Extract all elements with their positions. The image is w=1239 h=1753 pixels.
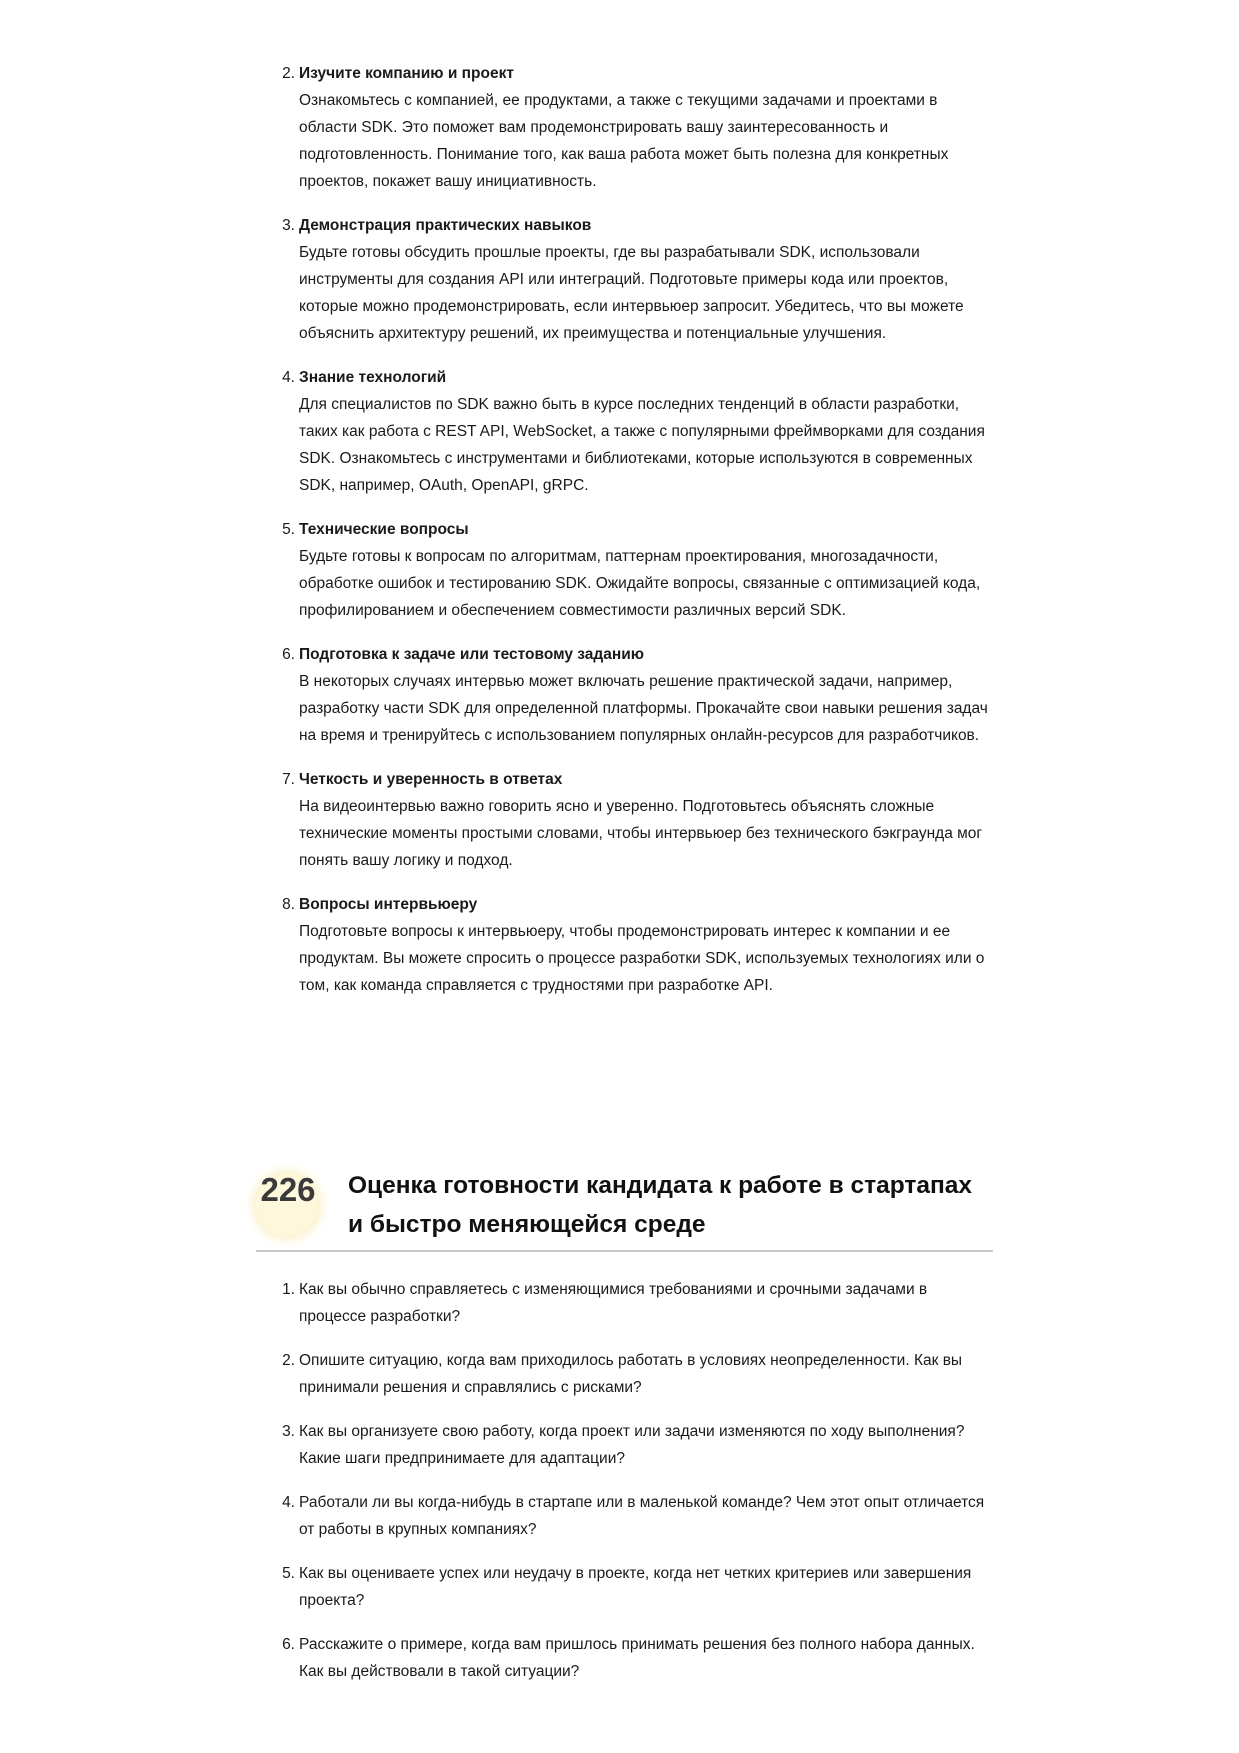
- list-item: [275, 641, 995, 749]
- item-number: 4.: [282, 369, 295, 386]
- item-title: Подготовка к задаче или тестовому заданию: [299, 646, 645, 663]
- item-title: Четкость и уверенность в ответах: [299, 771, 563, 788]
- list-item: [275, 516, 995, 624]
- item-number: 2.: [282, 65, 295, 82]
- item-number: 6.: [282, 646, 295, 663]
- item-body: На видеоинтервью важно говорить ясно и уверенно. Подготовьтесь объяснять сложные технические моменты простыми словами, чтобы интервьюер без технического бэкграунда мог понять вашу логику и подход.: [299, 798, 983, 869]
- item-number: 8.: [282, 896, 295, 913]
- item-body: В некоторых случаях интервью может включать решение практической задачи, например, разработку части SDK для определенной платформы. Прокачайте свои навыки решения задач на время и тренируйтесь с использованием популярных онлайн-ресурсов для разработчиков.: [299, 673, 988, 744]
- item-number: 3.: [282, 1423, 295, 1440]
- section-title: Оценка готовности кандидата к работе в стартапах и быстро меняющейся среде: [348, 1172, 973, 1238]
- list-item: [275, 766, 995, 874]
- item-body: Подготовьте вопросы к интервьюеру, чтобы продемонстрировать интерес к компании и ее продуктам. Вы можете спросить о процессе разработки SDK, используемых технологиях или о том, как команда справляется с трудностями при разработке API.: [299, 923, 985, 994]
- preparation-tips-list: [275, 60, 995, 1016]
- list-item: [275, 1489, 995, 1543]
- list-item: [275, 212, 995, 347]
- item-title: Технические вопросы: [299, 521, 469, 538]
- item-body: Ознакомьтесь с компанией, ее продуктами, а также с текущими задачами и проектами в области SDK. Это поможет вам продемонстрировать вашу заинтересованность и подготовленность. Понимание того, как ваша работа может быть полезна для конкретных проектов, покажет вашу инициативность.: [299, 92, 949, 190]
- item-number: 5.: [282, 1565, 295, 1582]
- list-item: [275, 1347, 995, 1401]
- item-text: Расскажите о примере, когда вам пришлось принимать решения без полного набора данных. Как вы действовали в такой ситуации?: [299, 1636, 975, 1680]
- item-text: Работали ли вы когда-нибудь в стартапе или в маленькой команде? Чем этот опыт отличается от работы в крупных компаниях?: [299, 1494, 985, 1538]
- item-body: Будьте готовы к вопросам по алгоритмам, паттернам проектирования, многозадачности, обработке ошибок и тестированию SDK. Ожидайте вопросы, связанные с оптимизацией кода, профилированием и обеспечением совместимости различных версий SDK.: [299, 548, 981, 619]
- item-body: Для специалистов по SDK важно быть в курсе последних тенденций в области разработки, таких как работа с REST API, WebSocket, а также с популярными фреймворками для создания SDK. Ознакомьтесь с инструментами и библиотеками, которые используются в современных SDK, например, OAuth, OpenAPI, gRPC.: [299, 396, 985, 494]
- item-number: 2.: [282, 1352, 295, 1369]
- section-number: 226: [260, 1171, 316, 1208]
- item-body: Будьте готовы обсудить прошлые проекты, где вы разрабатывали SDK, использовали инструменты для создания API или интеграций. Подготовьте примеры кода или проектов, которые можно продемонстрировать, если интервьюер запросит. Убедитесь, что вы можете объяснить архитектуру решений, их преимущества и потенциальные улучшения.: [299, 244, 964, 342]
- list-item: [275, 1560, 995, 1614]
- item-text: Как вы организуете свою работу, когда проект или задачи изменяются по ходу выполнения? Какие шаги предпринимаете для адаптации?: [299, 1423, 965, 1467]
- item-text: Как вы обычно справляетесь с изменяющимися требованиями и срочными задачами в процессе разработки?: [299, 1281, 928, 1325]
- item-number: 3.: [282, 217, 295, 234]
- interview-questions-list: [275, 1276, 995, 1702]
- item-title: Изучите компанию и проект: [299, 65, 514, 82]
- item-number: 1.: [282, 1281, 295, 1298]
- list-item: [275, 364, 995, 499]
- item-number: 5.: [282, 521, 295, 538]
- item-title: Демонстрация практических навыков: [299, 217, 592, 234]
- item-text: Как вы оцениваете успех или неудачу в проекте, когда нет четких критериев или завершения проекта?: [299, 1565, 972, 1609]
- list-item: [275, 60, 995, 195]
- item-title: Знание технологий: [299, 369, 447, 386]
- item-number: 4.: [282, 1494, 295, 1511]
- item-number: 6.: [282, 1636, 295, 1653]
- list-item: [275, 1276, 995, 1330]
- item-title: Вопросы интервьюеру: [299, 896, 478, 913]
- list-item: [275, 1631, 995, 1685]
- list-item: [275, 891, 995, 999]
- item-number: 7.: [282, 771, 295, 788]
- item-text: Опишите ситуацию, когда вам приходилось работать в условиях неопределенности. Как вы принимали решения и справлялись с рисками?: [299, 1352, 963, 1396]
- list-item: [275, 1418, 995, 1472]
- section-header: [256, 1158, 993, 1252]
